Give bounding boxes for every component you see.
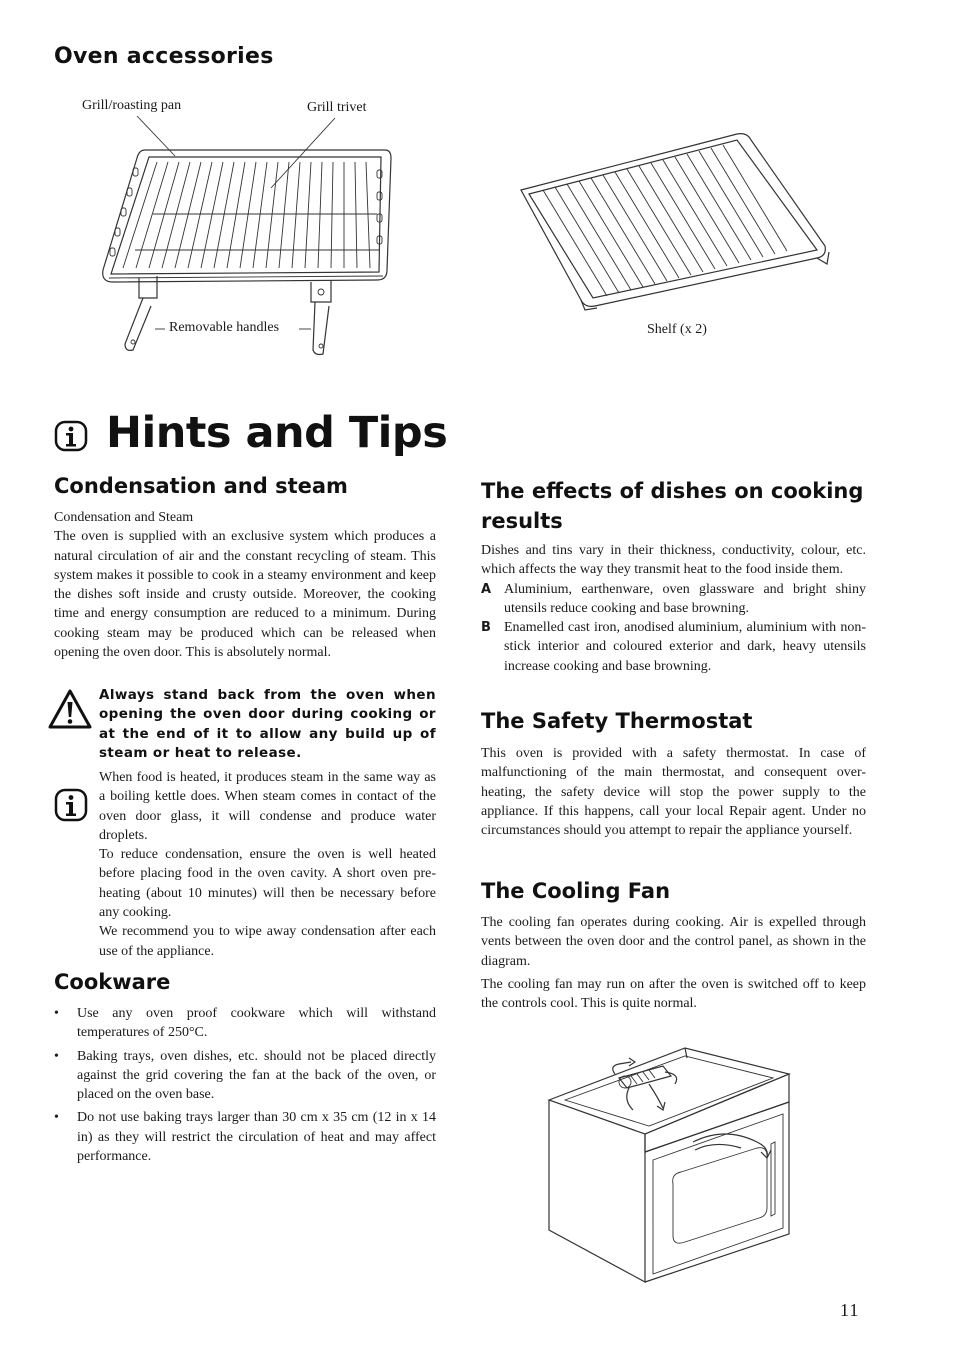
grill-pan-label: Grill/roasting pan — [82, 98, 182, 113]
list-item: B Enamelled cast iron, anodised aluminium, aluminium with non-stick interior and coloured exterior and dark, heavy utensils increase cooking and base browning. — [481, 620, 866, 674]
effects-list — [481, 580, 866, 676]
page-title: Hints and Tips — [106, 408, 448, 458]
info-icon — [54, 420, 88, 452]
removable-handles-label: Removable handles — [169, 320, 280, 335]
effects-intro: Dishes and tins vary in their thickness, conductivity, colour, etc. which affects the way they transmit heat to the food inside them. — [481, 543, 866, 578]
cooling-fan-paragraph-2: The cooling fan may run on after the oven is switched off to keep the controls cool. This is quite normal. — [481, 976, 866, 1012]
condensation-subtitle: Condensation and Steam — [54, 510, 194, 525]
thermostat-title: The Safety Thermostat — [481, 709, 753, 733]
warning-icon — [47, 688, 93, 730]
warning-text: Always stand back from the oven when opening the oven door during cooking or at the end of it to allow any build up of steam or heat to release. — [99, 687, 436, 761]
list-item: • Use any oven proof cookware which will withstand temperatures of 250°C. — [54, 1006, 436, 1041]
condensation-title: Condensation and steam — [54, 474, 348, 498]
cookware-title: Cookware — [54, 970, 171, 994]
info-paragraph-2: To reduce condensation, ensure the oven is well heated before placing food in the oven cavity. A short oven pre-heating (about 10 minutes) will then be necessary before any cooking. — [99, 847, 436, 921]
grill-trivet-label: Grill trivet — [307, 100, 367, 115]
list-item: • Do not use baking trays larger than 30 cm x 35 cm (12 in x 14 in) as they will restrict the circulation of heat and may affect performance. — [54, 1110, 436, 1165]
condensation-paragraph: The oven is supplied with an exclusive system which produces a natural circulation of air and the constant recycling of steam. This system makes it possible to cook in a steamy environment and keep the dishes soft inside and crusty outside. Moreover, the cooking time and energy consumption are reduced to a minimum. During cooking steam may be produced which can be released when opening the oven door. This is absolutely normal. — [54, 529, 436, 661]
info-paragraph-3: We recommend you to wipe away condensation after each use of the appliance. — [99, 924, 436, 959]
grill-pan-illustration — [95, 110, 405, 360]
effects-title: The effects of dishes on cooking results — [481, 479, 864, 533]
cooling-fan-paragraph-1: The cooling fan operates during cooking. Air is expelled through vents between the oven door and the control panel, as shown in the diagram. — [481, 915, 866, 969]
list-item: A Aluminium, earthenware, oven glassware and bright shiny utensils reduce cooking and base browning. — [481, 581, 866, 616]
oven-cooling-diagram — [545, 1044, 795, 1286]
page-number: 11 — [840, 1300, 860, 1320]
cooling-fan-title: The Cooling Fan — [481, 879, 671, 903]
thermostat-paragraph: This oven is provided with a safety thermostat. In case of malfunctioning of the main thermostat, and consequent over-heating, the safety device will stop the power supply to the appliance. If this happens, call your local Repair agent. Under no circumstances should you attempt to repair the appliance yourself. — [481, 746, 866, 839]
shelf-label: Shelf (x 2) — [647, 322, 707, 337]
shelf-illustration — [515, 128, 835, 318]
cookware-list — [54, 1004, 436, 1166]
accessories-title: Oven accessories — [54, 44, 274, 69]
list-item: • Baking trays, oven dishes, etc. should not be placed directly against the grid covering the fan at the back of the oven, or placed on the oven base. — [54, 1048, 436, 1103]
info-paragraph-1: When food is heated, it produces steam in the same way as a boiling kettle does. When steam comes in contact of the oven door glass, it will condense and produce water droplets. — [99, 770, 436, 843]
info-icon — [54, 788, 88, 822]
